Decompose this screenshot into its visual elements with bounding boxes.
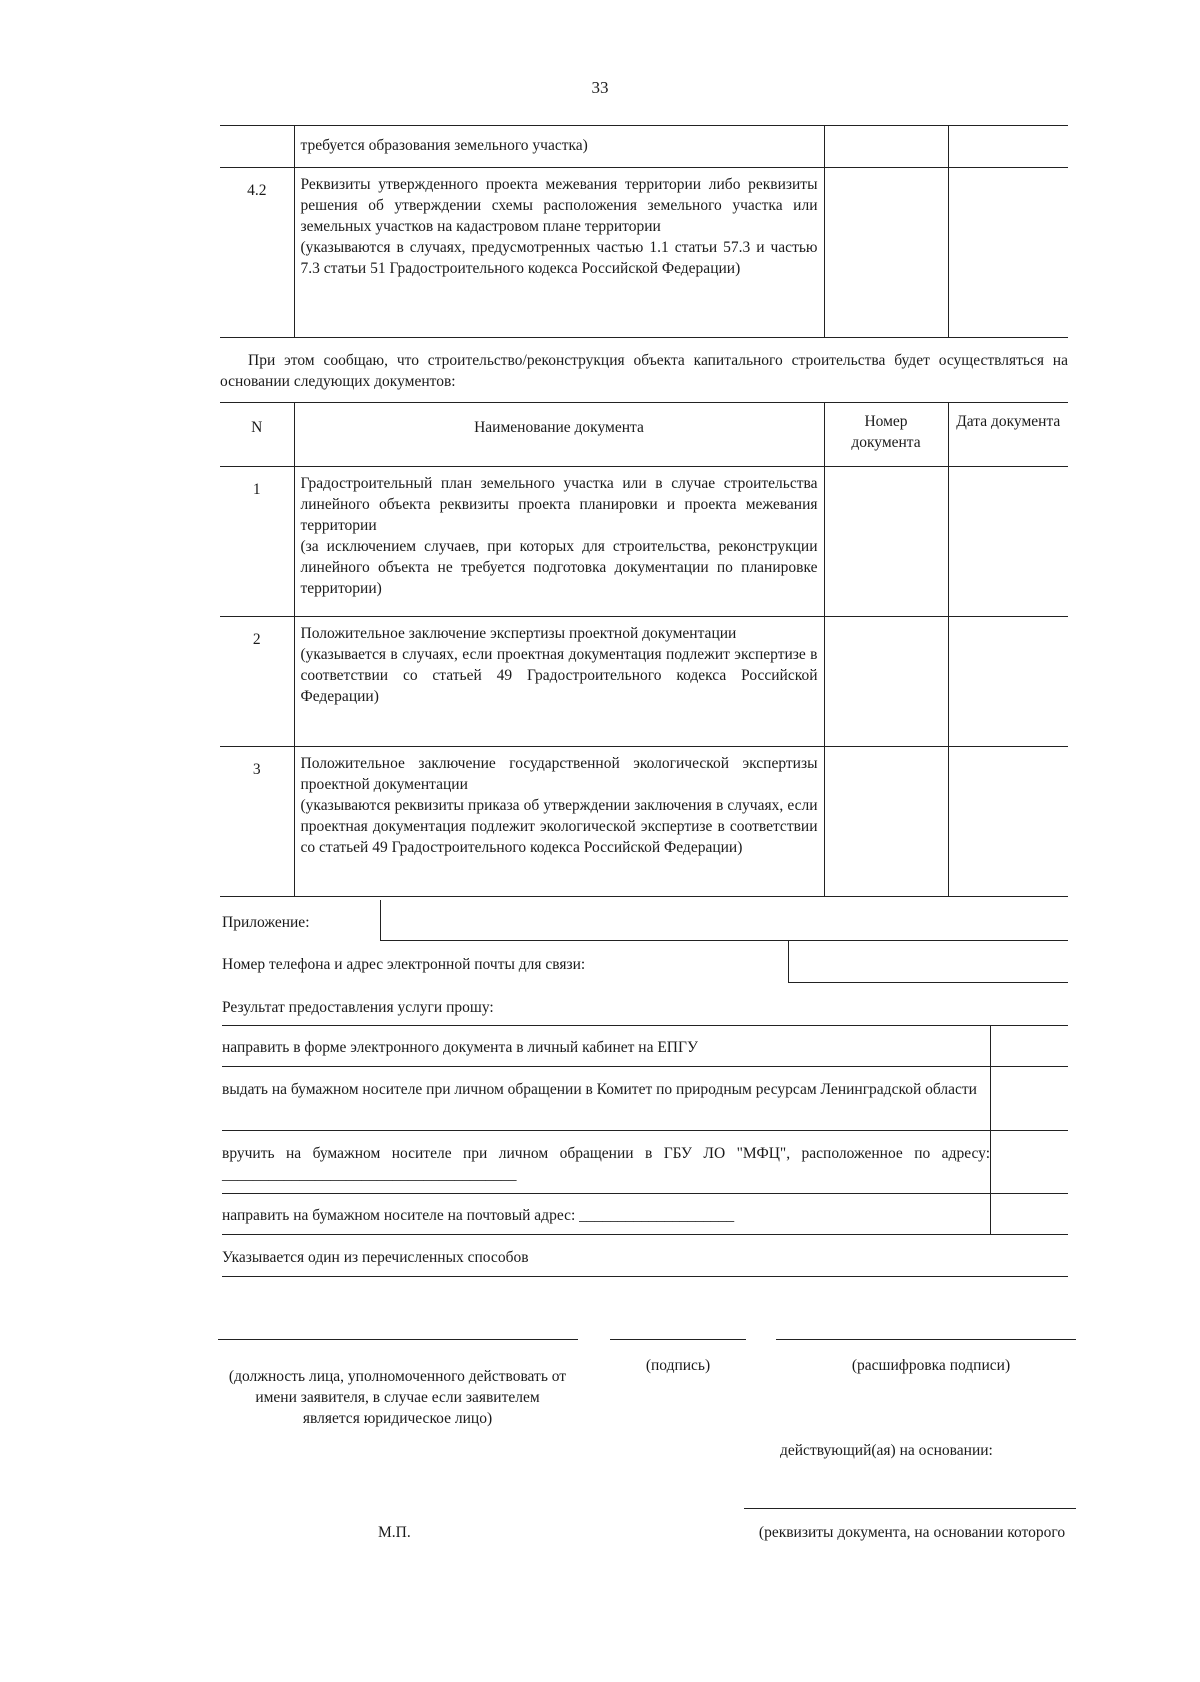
doc-number-cell[interactable] (824, 617, 948, 747)
delivery-option-post: направить на бумажном носителе на почтовый адрес: ____________________ (222, 1207, 735, 1224)
divider (222, 1066, 1068, 1067)
position-line[interactable] (218, 1339, 578, 1340)
row-number: 2 (220, 617, 294, 747)
row-number: 4.2 (220, 168, 294, 338)
value-cell[interactable] (824, 168, 948, 338)
row-text: Положительное заключение государственной экологической экспертизы проектной документации (указываются реквизиты приказа об утверждении заключения в случаях, если проектная документация подлежит экологической экспертизе в соответствии со статьей 49 Градостроительного кодекса Российской Федерации) (294, 747, 824, 897)
requisites-table (220, 125, 1068, 338)
attachment-divider (380, 900, 381, 940)
divider (222, 1276, 1068, 1277)
stamp-label: М.П. (378, 1524, 411, 1541)
table-row (220, 747, 1068, 897)
header-doc-number: Номер документа (824, 403, 948, 467)
result-label: Результат предоставления услуги прошу: (222, 999, 494, 1016)
attachment-label: Приложение: (222, 914, 310, 931)
delivery-option-committee: выдать на бумажном носителе при личном обращении в Комитет по природным ресурсам Ленинградской области (222, 1081, 977, 1098)
divider (222, 1234, 1068, 1235)
divider (222, 1130, 1068, 1131)
name-line[interactable] (776, 1339, 1076, 1340)
page-number: 33 (591, 78, 609, 97)
header-num: N (220, 403, 294, 467)
attachment-field-line[interactable] (380, 940, 1068, 941)
table-header-row (220, 403, 1068, 467)
option-checkbox-post[interactable] (991, 1194, 1068, 1234)
contact-label: Номер телефона и адрес электронной почты для связи: (222, 956, 586, 973)
doc-date-cell[interactable] (948, 617, 1068, 747)
option-checkbox-epgu[interactable] (991, 1026, 1068, 1066)
divider (222, 1025, 1068, 1026)
signature-caption: (подпись) (645, 1357, 711, 1374)
option-checkbox-mfc[interactable] (991, 1131, 1068, 1193)
doc-date-cell[interactable] (948, 747, 1068, 897)
table-row (220, 168, 1068, 338)
signature-line[interactable] (610, 1339, 746, 1340)
header-name: Наименование документа (294, 403, 824, 467)
option-checkbox-committee[interactable] (991, 1067, 1068, 1130)
row-text: Реквизиты утвержденного проекта межевания территории либо реквизиты решения об утверждении схемы расположения земельного участка или земельных участков на кадастровом плане территории (указываются в случаях, предусмотренных частью 1.1 статьи 57.3 и частью 7.3 статьи 51 Градостроительного кодекса Российской Федерации) (294, 168, 824, 338)
divider (222, 1193, 1068, 1194)
table-row (220, 126, 1068, 168)
delivery-note: Указывается один из перечисленных способов (222, 1249, 529, 1266)
value-cell[interactable] (948, 168, 1068, 338)
delivery-option-epgu: направить в форме электронного документа в личный кабинет на ЕПГУ (222, 1039, 698, 1056)
row-number (220, 126, 294, 168)
doc-number-cell[interactable] (824, 747, 948, 897)
header-doc-date: Дата документа (948, 403, 1068, 467)
delivery-option-mfc: вручить на бумажном носителе при личном обращении в ГБУ ЛО "МФЦ", расположенное по адресу: ______________________________________ (222, 1145, 990, 1183)
table-row (220, 617, 1068, 747)
name-caption: (расшифровка подписи) (851, 1357, 1011, 1374)
acting-basis-label: действующий(ая) на основании: (780, 1442, 993, 1459)
basis-caption: (реквизиты документа, на основании которого (758, 1524, 1066, 1541)
doc-date-cell[interactable] (948, 467, 1068, 617)
intro-paragraph: При этом сообщаю, что строительство/реконструкция объекта капитального строительства будет осуществляться на основании следующих документов: (220, 352, 1068, 390)
row-text: требуется образования земельного участка) (294, 126, 824, 168)
row-text: Положительное заключение экспертизы проектной документации (указывается в случаях, если проектная документация подлежит экспертизе в соответствии со статьей 49 Градостроительного кодекса Российской Федерации) (294, 617, 824, 747)
row-text: Градостроительный план земельного участка или в случае строительства линейного объекта реквизиты проекта планировки и проекта межевания территории (за исключением случаев, при которых для строительства, реконструкции линейного объекта не требуется подготовка документации по планировке территории) (294, 467, 824, 617)
contact-divider (788, 940, 789, 982)
value-cell[interactable] (824, 126, 948, 168)
position-caption: (должность лица, уполномоченного действовать от имени заявителя, в случае если заявителем является юридическое лицо) (228, 1368, 567, 1427)
table-row (220, 467, 1068, 617)
contact-field-line[interactable] (788, 982, 1068, 983)
documents-table (220, 402, 1068, 897)
basis-line[interactable] (744, 1508, 1076, 1509)
row-number: 1 (220, 467, 294, 617)
value-cell[interactable] (948, 126, 1068, 168)
doc-number-cell[interactable] (824, 467, 948, 617)
row-number: 3 (220, 747, 294, 897)
